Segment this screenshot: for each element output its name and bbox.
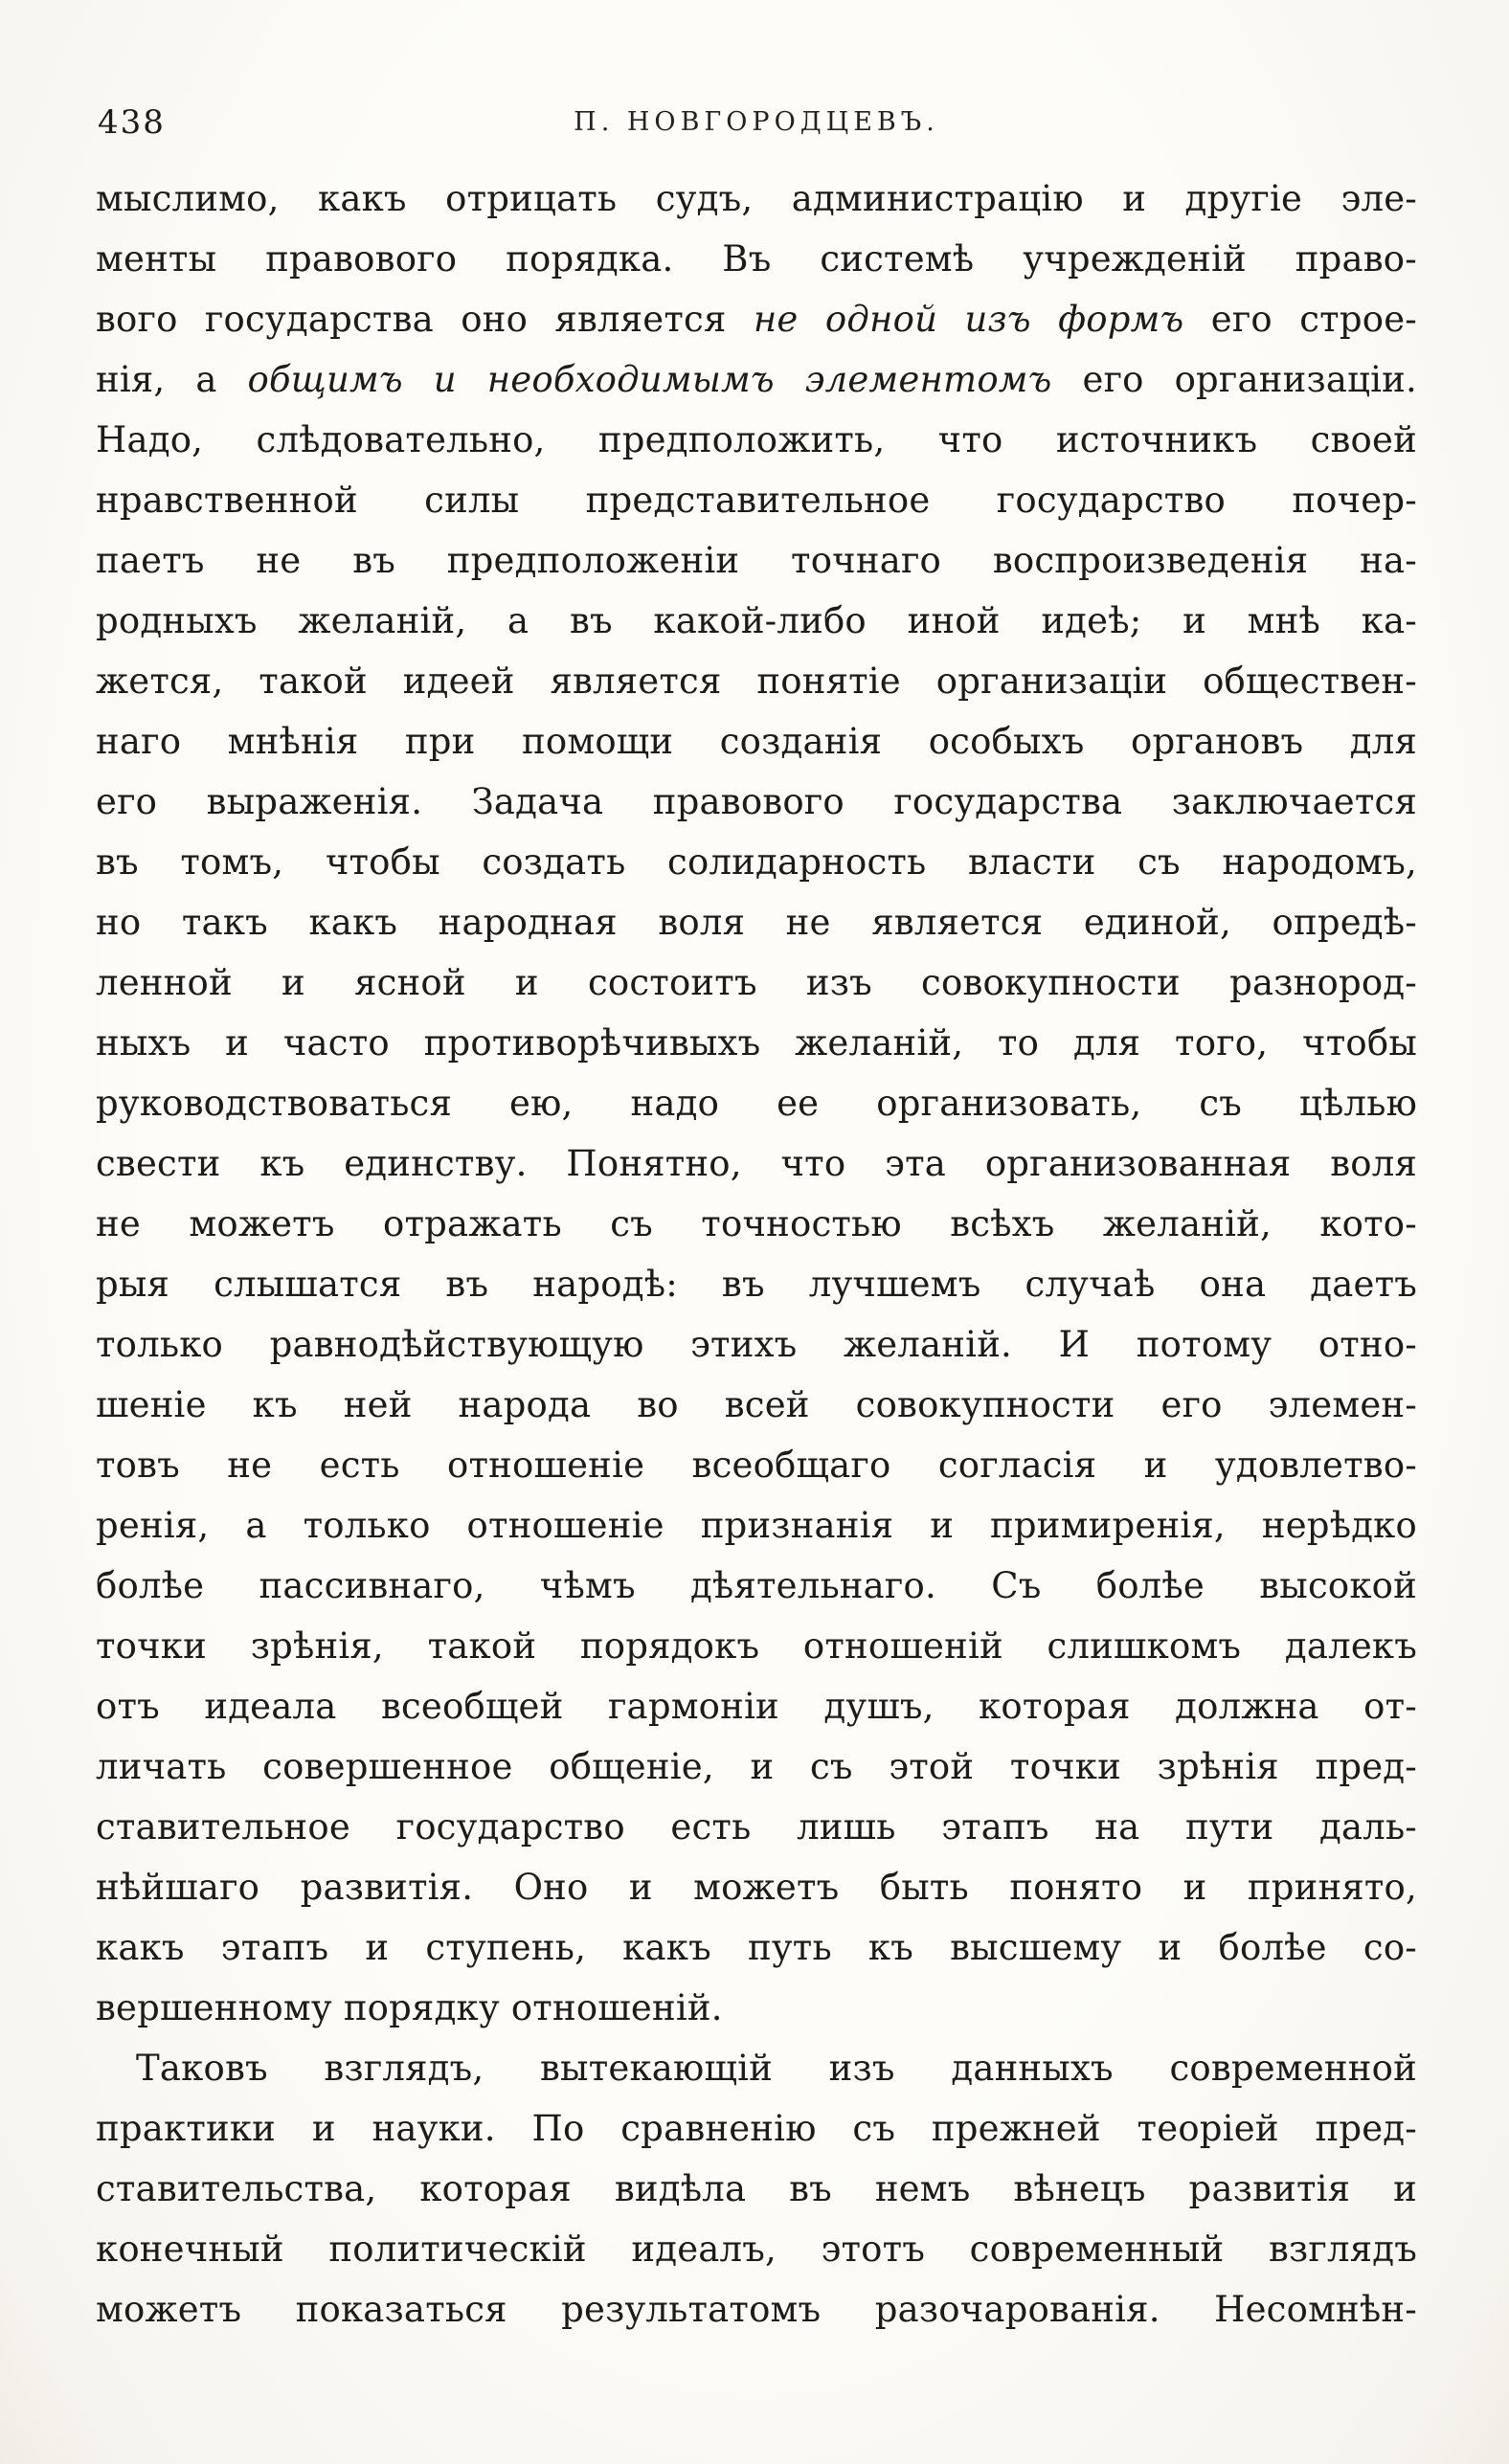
text-segment: ленной и ясной и состоитъ изъ совокупности разнород- [96, 962, 1417, 1003]
text-line [96, 1314, 1417, 1375]
text-segment: нія, а [96, 359, 248, 400]
text-line [96, 892, 1417, 952]
text-line [96, 1435, 1417, 1495]
text-segment: ренія, а только отношеніе признанія и примиренія, нерѣдко [96, 1505, 1417, 1546]
text-segment: шеніе къ ней народа во всей совокупности его элемен- [96, 1384, 1417, 1425]
text-line [96, 2159, 1417, 2219]
text-line [96, 1133, 1417, 1194]
text-line [96, 1073, 1417, 1133]
text-line [96, 2219, 1417, 2279]
text-segment: нравственной силы представительное государство почер- [96, 480, 1417, 521]
text-segment: паетъ не въ предположеніи точнаго воспроизведенія на- [96, 540, 1417, 581]
text-segment: руководствоваться ею, надо ее организовать, съ цѣлью [96, 1083, 1417, 1124]
body-text [96, 168, 1417, 2340]
text-line [96, 1375, 1417, 1435]
text-segment: родныхъ желаній, а въ какой-либо иной идеѣ; и мнѣ ка- [96, 600, 1417, 641]
page-number: 438 [98, 103, 166, 142]
text-line [96, 1194, 1417, 1254]
text-line [96, 1676, 1417, 1736]
text-line [96, 1736, 1417, 1797]
text-line [96, 168, 1417, 229]
text-line [96, 1616, 1417, 1676]
text-segment: мыслимо, какъ отрицать судъ, администрацію и другіе эле- [96, 178, 1417, 219]
text-segment: его выраженія. Задача правового государства заключается [96, 781, 1417, 822]
text-line [96, 1254, 1417, 1314]
text-segment: рыя слышатся въ народѣ: въ лучшемъ случаѣ она даетъ [96, 1264, 1417, 1305]
text-line [96, 832, 1417, 892]
text-line [96, 1978, 1417, 2038]
text-segment: ныхъ и часто противорѣчивыхъ желаній, то для того, чтобы [96, 1022, 1417, 1064]
text-line [96, 1857, 1417, 1917]
text-line [96, 952, 1417, 1013]
text-line [96, 530, 1417, 591]
text-segment: нѣйшаго развитія. Оно и можетъ быть понято и принято, [96, 1867, 1417, 1908]
text-segment: менты правового порядка. Въ системѣ учрежденій право- [96, 238, 1417, 280]
text-line [96, 410, 1417, 470]
text-line [96, 1797, 1417, 1857]
text-segment: не можетъ отражать съ точностью всѣхъ желаній, кото- [96, 1203, 1417, 1244]
text-line [96, 289, 1417, 349]
text-line [96, 772, 1417, 832]
text-segment: болѣе пассивнаго, чѣмъ дѣятельнаго. Съ болѣе высокой [96, 1565, 1417, 1606]
text-segment: вого государства оно является [96, 299, 754, 340]
text-line [96, 711, 1417, 772]
text-segment: но такъ какъ народная воля не является единой, опредѣ- [96, 902, 1417, 943]
text-segment: отъ идеала всеобщей гармоніи душъ, которая должна от- [96, 1686, 1417, 1727]
text-line [96, 1556, 1417, 1616]
text-line [96, 651, 1417, 711]
text-line [96, 1013, 1417, 1073]
text-line [96, 2098, 1417, 2159]
text-segment: Таковъ взглядъ, вытекающій изъ данныхъ современной [136, 2048, 1417, 2089]
text-segment: можетъ показаться результатомъ разочарованія. Несомнѣн- [96, 2289, 1417, 2330]
text-line [96, 2038, 1417, 2098]
text-line [96, 229, 1417, 289]
text-segment: его строе- [1183, 299, 1417, 340]
text-segment: свести къ единству. Понятно, что эта организованная воля [96, 1143, 1417, 1184]
text-segment: Надо, слѣдовательно, предположить, что источникъ своей [96, 419, 1417, 460]
text-line [96, 349, 1417, 410]
text-segment: какъ этапъ и ступень, какъ путь къ высшему и болѣе со- [96, 1927, 1417, 1968]
emphasis-text: общимъ и необходимымъ элементомъ [247, 359, 1052, 400]
running-title: П. НОВГОРОДЦЕВЪ. [574, 107, 939, 137]
text-segment: вершенному порядку отношеній. [96, 1987, 723, 2028]
text-segment: ставительное государство есть лишь этапъ на пути даль- [96, 1806, 1417, 1848]
text-line [96, 2279, 1417, 2340]
text-segment: жется, такой идеей является понятіе организаціи обществен- [96, 661, 1417, 702]
text-segment: личать совершенное общеніе, и съ этой точки зрѣнія пред- [96, 1746, 1417, 1787]
text-segment: практики и науки. По сравненію съ прежней теоріей пред- [96, 2108, 1417, 2149]
text-segment: ставительства, которая видѣла въ немъ вѣнецъ развитія и [96, 2168, 1417, 2209]
text-segment: въ томъ, чтобы создать солидарность власти съ народомъ, [96, 841, 1417, 883]
text-line [96, 1495, 1417, 1556]
text-segment: наго мнѣнія при помощи созданія особыхъ органовъ для [96, 721, 1417, 762]
emphasis-text: не одной изъ формъ [753, 299, 1184, 340]
text-segment: точки зрѣнія, такой порядокъ отношеній слишкомъ далекъ [96, 1625, 1417, 1667]
text-segment: товъ не есть отношеніе всеобщаго согласія и удовлетво- [96, 1445, 1417, 1486]
page-header [96, 101, 1417, 146]
text-line [96, 591, 1417, 651]
text-segment: его организаціи. [1051, 359, 1417, 400]
text-segment: конечный политическій идеалъ, этотъ современный взглядъ [96, 2229, 1417, 2270]
text-segment: только равнодѣйствующую этихъ желаній. И потому отно- [96, 1324, 1417, 1365]
text-line [96, 470, 1417, 530]
text-line [96, 1917, 1417, 1978]
